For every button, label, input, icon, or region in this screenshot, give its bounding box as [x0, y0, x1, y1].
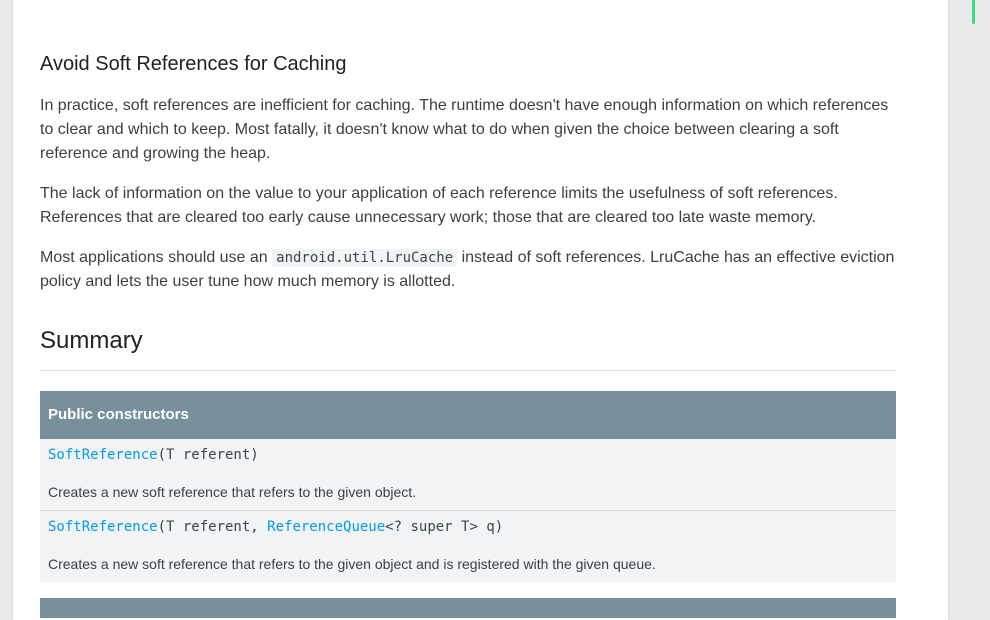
paragraph-3-text-end: instead of soft references. LruCache has an effective eviction policy and lets the user tune how much memory is allotted.	[40, 249, 895, 290]
summary-divider	[40, 370, 896, 371]
table-header: Public constructors	[40, 391, 896, 439]
referencequeue-link[interactable]: ReferenceQueue	[267, 519, 386, 535]
constructor-params-tail: <? super T> q)	[385, 519, 504, 535]
next-table-header	[40, 598, 896, 618]
constructor-params: (T referent)	[157, 447, 259, 463]
section-heading: Avoid Soft References for Caching	[40, 53, 347, 75]
softreference-link[interactable]: SoftReference	[48, 519, 158, 535]
paragraph-2: The lack of information on the value to your application of each reference limits the usefulness of soft references. References that are cleared too early cause unnecessary work; those that are cleared too late waste memory.	[40, 185, 838, 226]
public-constructors-table	[40, 391, 896, 582]
summary-heading: Summary	[40, 327, 143, 354]
softreference-link[interactable]: SoftReference	[48, 447, 158, 463]
table-row	[40, 511, 896, 582]
paragraph-3	[40, 246, 900, 294]
paragraph-3-text-start: Most applications should use an	[40, 249, 273, 266]
constructor-description: Creates a new soft reference that refers to the given object and is registered with the given queue.	[48, 556, 656, 572]
paragraph-1: In practice, soft references are inefficient for caching. The runtime doesn't have enough information on which references to clear and which to keep. Most fatally, it doesn't know what to do when given the choice between clearing a soft reference and growing the heap.	[40, 97, 889, 162]
constructor-signature	[48, 517, 503, 537]
scroll-indicator[interactable]	[972, 0, 975, 24]
inline-code-lrucache: android.util.LruCache	[272, 249, 457, 267]
constructor-signature	[48, 445, 259, 465]
constructor-params: (T referent,	[157, 519, 268, 535]
table-row	[40, 439, 896, 511]
constructor-description: Creates a new soft reference that refers to the given object.	[48, 484, 417, 500]
